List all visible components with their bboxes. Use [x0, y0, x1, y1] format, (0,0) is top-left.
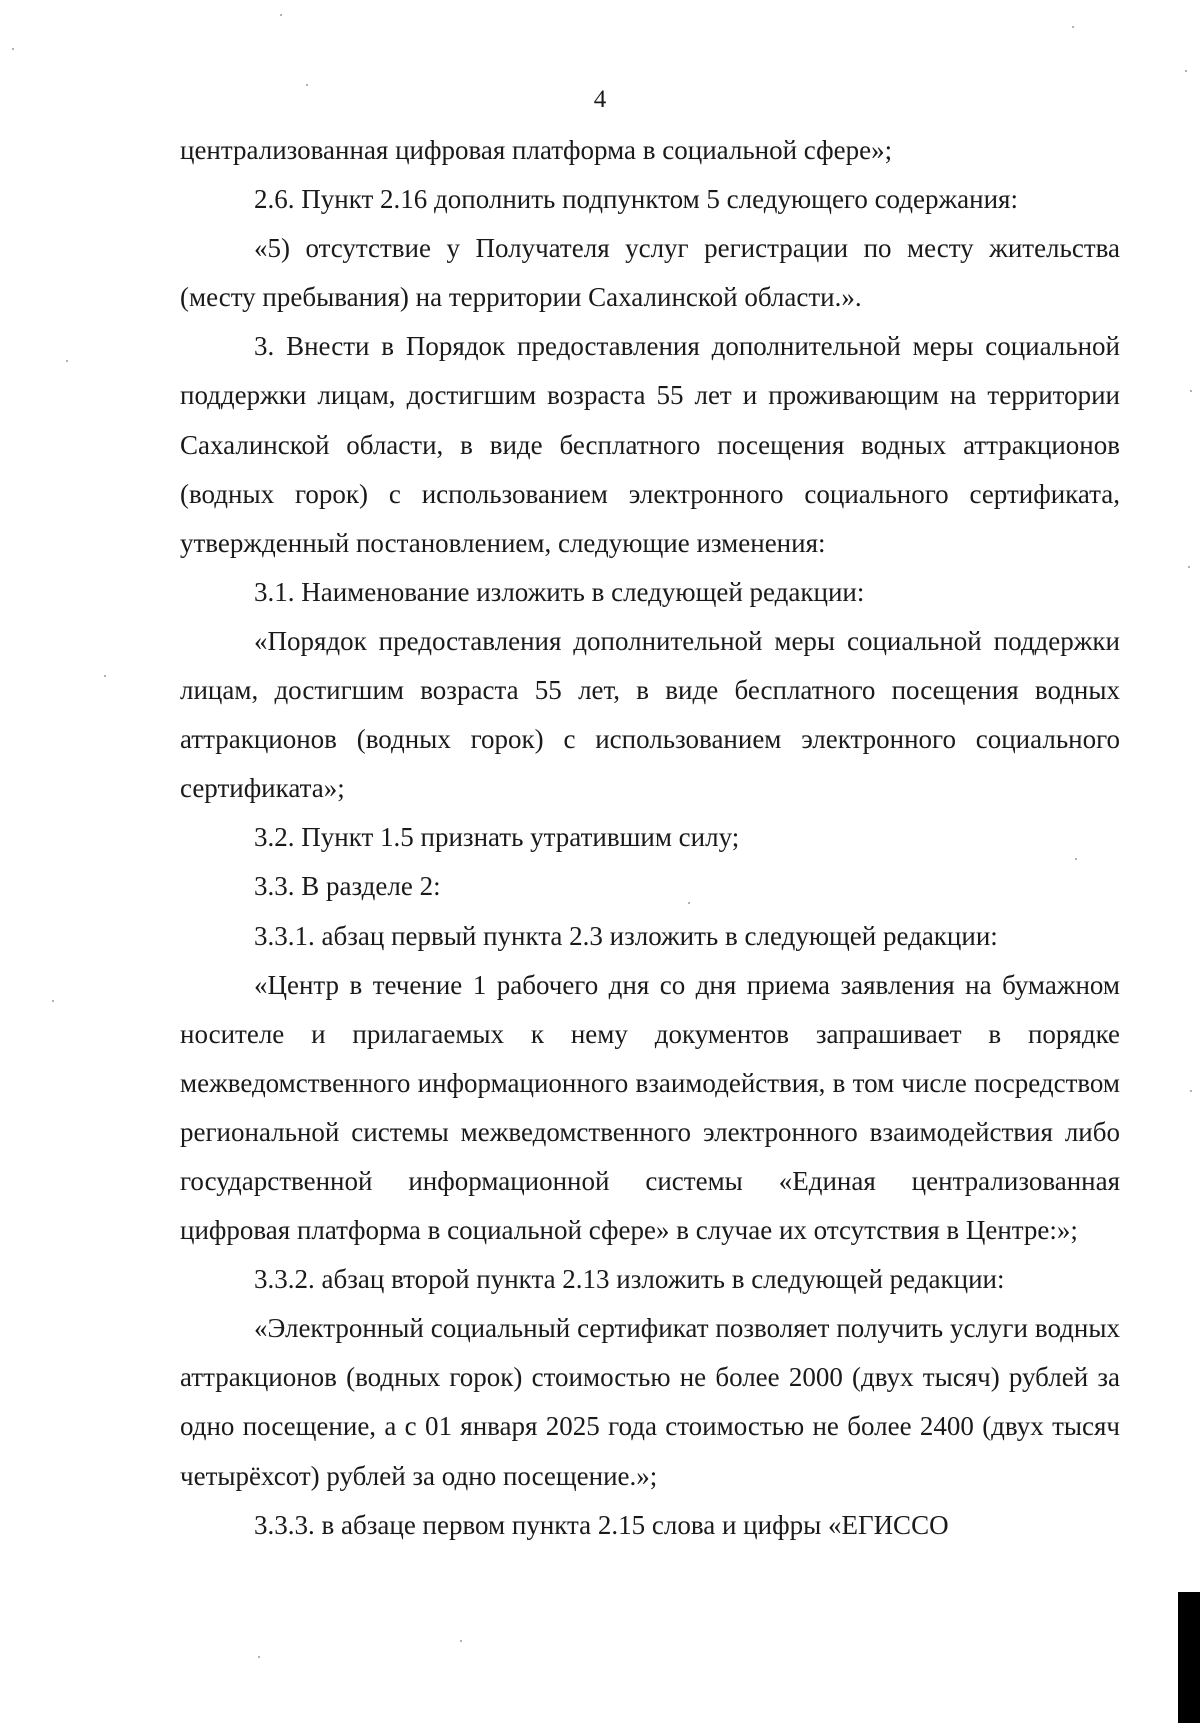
paragraph-3-3-1: 3.3.1. абзац первый пункта 2.3 изложить в следующей редакции: — [254, 920, 998, 951]
scan-speck — [1190, 1090, 1192, 1092]
paragraph-certificate-quote: «Электронный социальный сертификат позволяет получить услуги водных аттракционов (водных горок) стоимостью не более 2000 (двух тысяч) рублей за одно посещение, а с 01 января 2025 года стоимостью не более 2400 (двух тысяч четырёхсот) рублей за одно посещение.»; — [180, 1313, 1120, 1491]
scan-speck — [280, 14, 282, 16]
scan-speck — [1190, 390, 1192, 392]
scan-speck — [66, 360, 68, 362]
scan-speck — [688, 902, 690, 904]
paragraph-3: 3. Внести в Порядок предоставления дополнительной меры социальной поддержки лицам, достигшим возраста 55 лет и проживающим на территории Сахалинской области, в виде бесплатного посещения водных аттракционов (водных горок) с использованием электронного социального сертификата, утвержденный постановлением, следующие изменения: — [180, 331, 1120, 558]
paragraph-3-3: 3.3. В разделе 2: — [254, 871, 441, 902]
scan-speck — [1075, 858, 1077, 860]
scan-edge-mark — [1178, 1592, 1200, 1723]
paragraph-2-6: 2.6. Пункт 2.16 дополнить подпунктом 5 следующего содержания: — [254, 184, 1018, 215]
scan-speck — [306, 84, 308, 86]
paragraph-center-quote: «Центр в течение 1 рабочего дня со дня приема заявления на бумажном носителе и прилагаемых к нему документов запрашивает в порядке межведомственного информационного взаимодействия, в том числе посредством региональной системы межведомственного электронного взаимодействия либо государственной информационной системы «Единая централизованная цифровая платформа в социальной сфере» в случае их отсутствия в Центре:»; — [180, 969, 1120, 1246]
scan-speck — [258, 1656, 260, 1658]
document-body — [180, 126, 1120, 1550]
scan-speck — [12, 48, 14, 50]
scan-speck — [52, 1000, 54, 1002]
paragraph-order-title: «Порядок предоставления дополнительной меры социальной поддержки лицам, достигшим возраста 55 лет, в виде бесплатного посещения водных аттракционов (водных горок) с использованием электронного социального сертификата»; — [180, 625, 1120, 804]
paragraph-3-3-2: 3.3.2. абзац второй пункта 2.13 изложить в следующей редакции: — [254, 1264, 1005, 1295]
scan-speck — [1185, 70, 1187, 72]
scan-speck — [460, 1640, 462, 1642]
page-number: 4 — [593, 86, 607, 113]
paragraph-subpoint-5: «5) отсутствие у Получателя услуг регистрации по месту жительства (месту пребывания) на территории Сахалинской области.». — [180, 233, 1120, 313]
scan-speck — [1072, 26, 1074, 28]
paragraph-3-1: 3.1. Наименование изложить в следующей редакции: — [254, 576, 865, 607]
scan-speck — [104, 675, 106, 677]
scan-speck — [1188, 566, 1190, 568]
paragraph-continuation: централизованная цифровая платформа в социальной сфере»; — [180, 135, 893, 165]
paragraph-3-2: 3.2. Пункт 1.5 признать утратившим силу; — [254, 822, 740, 853]
paragraph-3-3-3: 3.3.3. в абзаце первом пункта 2.15 слова и цифры «ЕГИССО — [254, 1509, 949, 1540]
